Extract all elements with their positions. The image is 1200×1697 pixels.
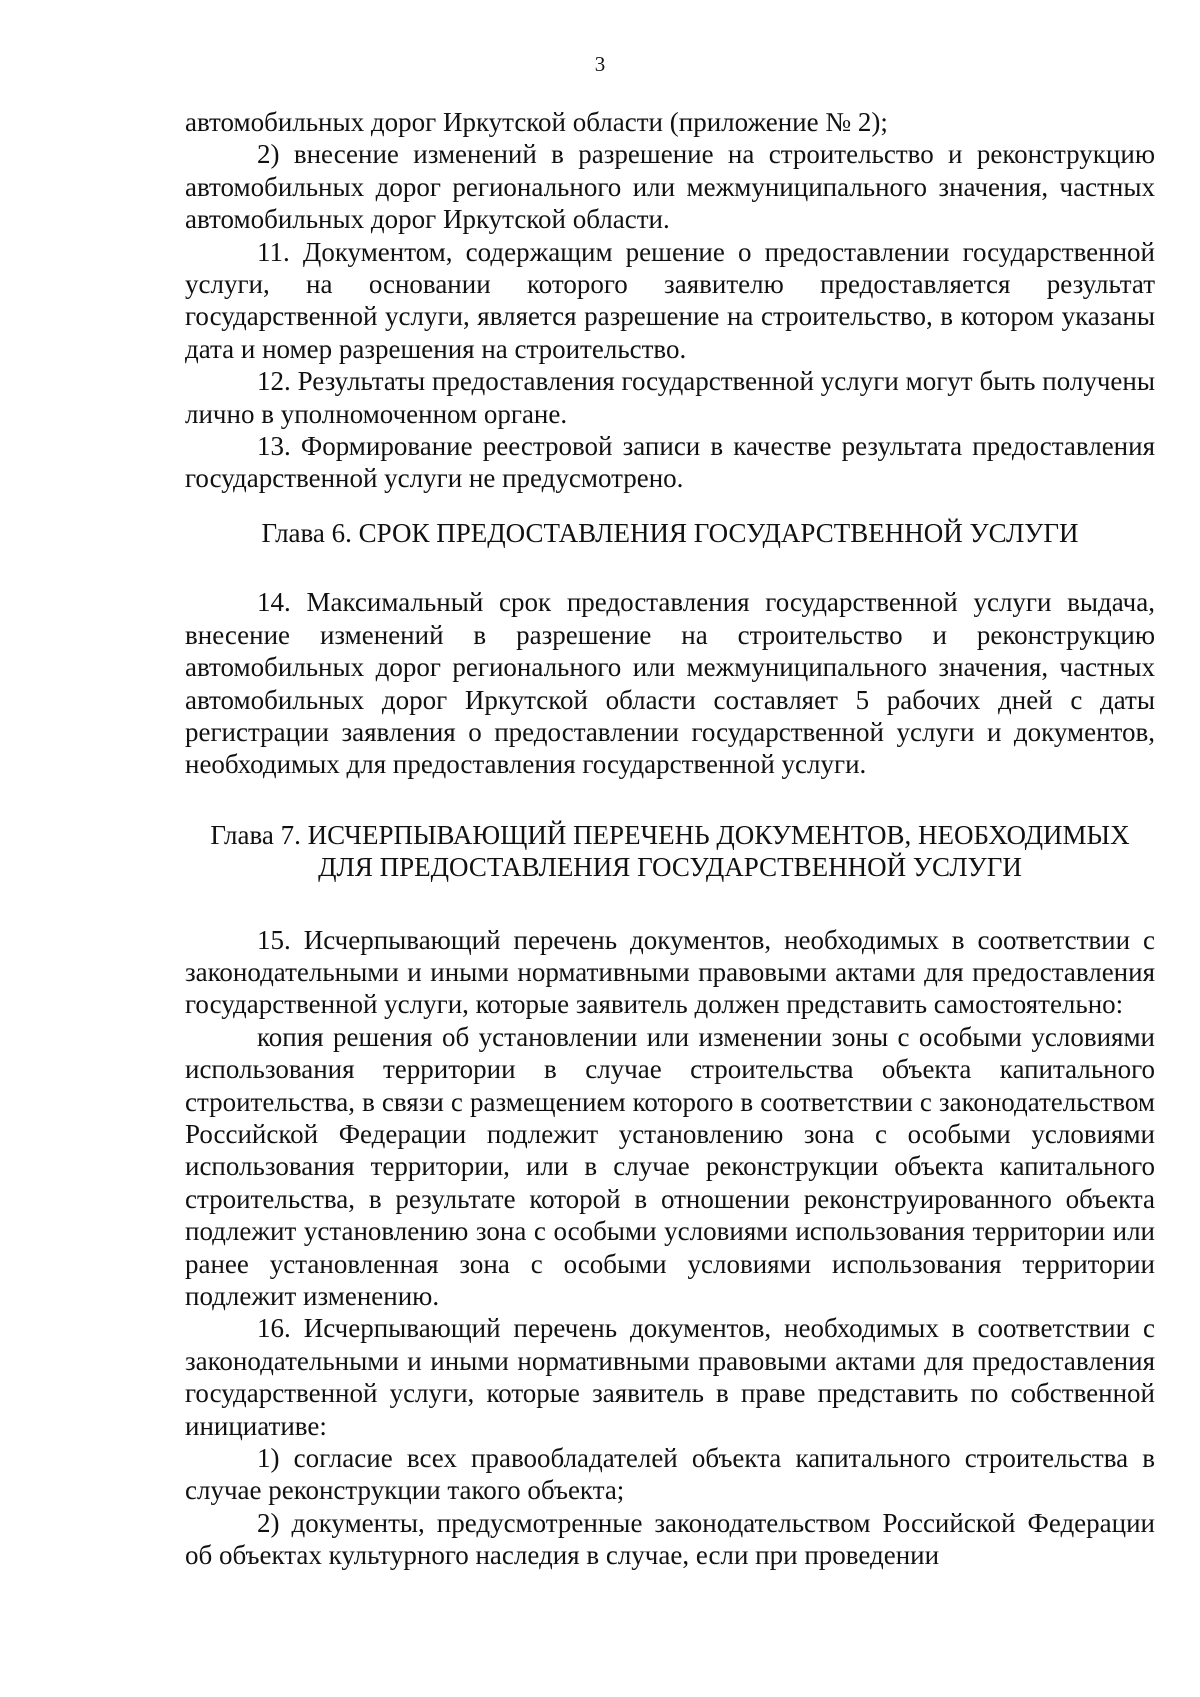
paragraph-11: 11. Документом, содержащим решение о предоставлении государственной услуги, на основании которого заявителю предоставляется результат государственной услуги, является разрешение на строительство, в котором указаны дата и номер разрешения на строительство. (185, 236, 1155, 364)
paragraph-item-2: 2) внесение изменений в разрешение на строительство и реконструкцию автомобильных дорог регионального или межмуниципального значения, частных автомобильных дорог Иркутской области. (185, 139, 1155, 235)
paragraph-16-item-1: 1) согласие всех правообладателей объекта капитального строительства в случае реконструкции такого объекта; (185, 1443, 1155, 1506)
paragraph-16: 16. Исчерпывающий перечень документов, необходимых в соответствии с законодательными и иными нормативными правовыми актами для предоставления государственной услуги, которые заявитель в праве представить по собственной инициативе: (185, 1313, 1155, 1441)
paragraph-15-item: копия решения об установлении или изменении зоны с особыми условиями использования территории в случае строительства объекта капитального строительства, в связи с размещением которого в соответствии с законодательством Российской Федерации подлежит установлению зона с особыми условиями использования территории, или в случае реконструкции объекта капитального строительства, в результате которой в отношении реконструированного объекта подлежит установлению зона с особыми условиями использования территории или ранее установленная зона с особыми условиями использования территории подлежит изменению. (185, 1021, 1155, 1311)
page-number: 3 (594, 52, 606, 76)
paragraph-14: 14. Максимальный срок предоставления государственной услуги выдача, внесение изменений в разрешение на строительство и реконструкцию автомобильных дорог регионального или межмуниципального значения, частных автомобильных дорог Иркутской области составляет 5 рабочих дней с даты регистрации заявления о предоставлении государственной услуги и документов, необходимых для предоставления государственной услуги. (185, 587, 1155, 780)
paragraph-13: 13. Формирование реестровой записи в качестве результата предоставления государственной услуги не предусмотрено. (185, 431, 1155, 494)
document-body (185, 106, 1155, 1572)
paragraph-continuation: автомобильных дорог Иркутской области (приложение № 2); (185, 107, 888, 137)
chapter-7-heading (185, 819, 1155, 884)
chapter-7-heading-line-1: Глава 7. ИСЧЕРПЫВАЮЩИЙ ПЕРЕЧЕНЬ ДОКУМЕНТОВ, НЕОБХОДИМЫХ (210, 819, 1130, 850)
paragraph-15: 15. Исчерпывающий перечень документов, необходимых в соответствии с законодательными и иными нормативными правовыми актами для предоставления государственной услуги, которые заявитель должен представить самостоятельно: (185, 924, 1155, 1020)
chapter-6-heading: Глава 6. СРОК ПРЕДОСТАВЛЕНИЯ ГОСУДАРСТВЕННОЙ УСЛУГИ (261, 517, 1079, 548)
chapter-7-heading-line-2: ДЛЯ ПРЕДОСТАВЛЕНИЯ ГОСУДАРСТВЕННОЙ УСЛУГИ (318, 852, 1022, 883)
paragraph-16-item-2: 2) документы, предусмотренные законодательством Российской Федерации об объектах культурного наследия в случае, если при проведении (185, 1507, 1155, 1571)
paragraph-12: 12. Результаты предоставления государственной услуги могут быть получены лично в уполномоченном органе. (185, 366, 1155, 429)
